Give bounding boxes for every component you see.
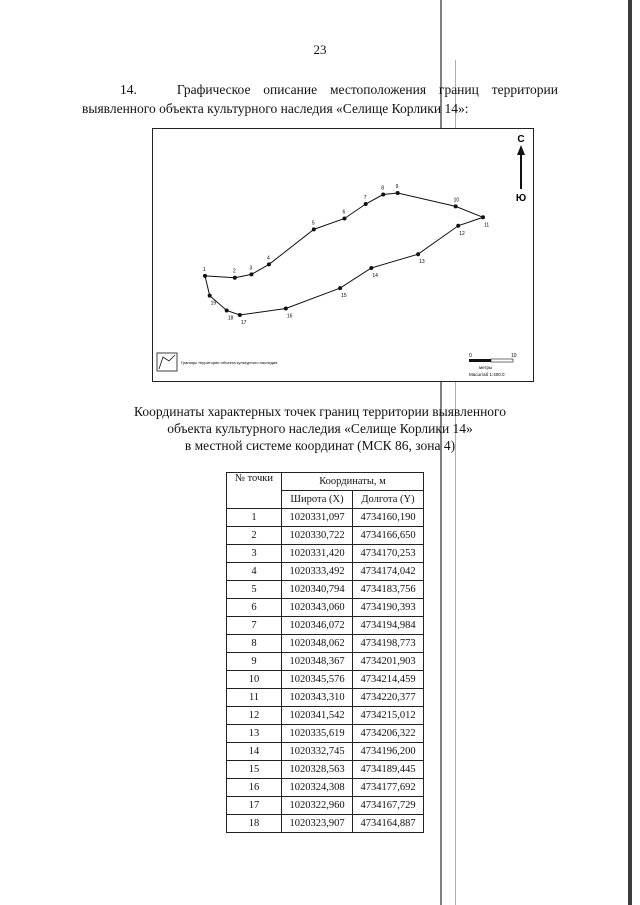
boundary-point-marker	[233, 276, 237, 280]
boundary-point-marker	[396, 191, 400, 195]
coordinates-title-line: в местной системе координат (МСК 86, зона 4)	[184, 438, 456, 453]
cell-longitude: 4734164,887	[353, 815, 424, 833]
coordinates-table	[226, 472, 424, 833]
cell-point-number: 3	[227, 545, 282, 563]
cell-point-number: 10	[227, 671, 282, 689]
section-number: 14.	[120, 82, 137, 97]
cell-point-number: 5	[227, 581, 282, 599]
cell-point-number: 2	[227, 527, 282, 545]
cell-latitude: 1020332,745	[282, 743, 353, 761]
cell-latitude: 1020343,060	[282, 599, 353, 617]
section-heading-text: Графическое описание местоположения границ территории выявленного объекта культурного наследия «Селище Корлики 14»:	[82, 82, 559, 116]
table-row	[227, 815, 424, 833]
boundary-point-label: 15	[341, 293, 347, 300]
cell-longitude: 4734198,773	[353, 635, 424, 653]
cell-latitude: 1020324,308	[282, 779, 353, 797]
boundary-points	[203, 184, 489, 326]
boundary-point-marker	[454, 204, 458, 208]
cell-latitude: 1020343,310	[282, 689, 353, 707]
table-row	[227, 617, 424, 635]
cell-latitude: 1020333,492	[282, 563, 353, 581]
table-row	[227, 509, 424, 527]
boundary-point-label: 18	[227, 315, 234, 322]
cell-longitude: 4734214,459	[353, 671, 424, 689]
boundary-point-label: 19	[210, 300, 217, 307]
scale-max-label: 10	[511, 353, 517, 359]
table-row	[227, 545, 424, 563]
north-arrow-icon	[516, 134, 526, 204]
cell-point-number: 16	[227, 779, 282, 797]
coordinates-title-line: Координаты характерных точек границ территории выявленного	[133, 404, 506, 419]
scale-ratio-label: Масштаб 1:400.0	[469, 372, 505, 377]
boundary-point-label: 11	[484, 222, 490, 229]
cell-point-number: 1	[227, 509, 282, 527]
map-legend	[157, 353, 277, 371]
cell-point-number: 12	[227, 707, 282, 725]
coordinates-title-line: объекта культурного наследия «Селище Корлики 14»	[167, 421, 473, 436]
cell-latitude: 1020331,420	[282, 545, 353, 563]
table-row	[227, 671, 424, 689]
cell-point-number: 14	[227, 743, 282, 761]
boundary-point-marker	[456, 224, 460, 228]
table-row	[227, 725, 424, 743]
table-row	[227, 707, 424, 725]
cell-longitude: 4734167,729	[353, 797, 424, 815]
cell-latitude: 1020323,907	[282, 815, 353, 833]
table-row	[227, 743, 424, 761]
cell-point-number: 4	[227, 563, 282, 581]
cell-latitude: 1020328,563	[282, 761, 353, 779]
cell-latitude: 1020346,072	[282, 617, 353, 635]
boundary-point-marker	[284, 307, 288, 311]
cell-point-number: 7	[227, 617, 282, 635]
header-point-number: № точки	[227, 473, 282, 509]
cell-point-number: 11	[227, 689, 282, 707]
boundary-point-label: 6	[342, 209, 346, 216]
table-row	[227, 581, 424, 599]
boundary-point-label: 12	[459, 230, 465, 237]
legend-boundary-icon	[159, 355, 175, 369]
header-coordinates: Координаты, м	[282, 473, 424, 491]
boundary-point-marker	[208, 294, 212, 298]
cell-longitude: 4734206,322	[353, 725, 424, 743]
table-row	[227, 779, 424, 797]
cell-longitude: 4734183,756	[353, 581, 424, 599]
cell-latitude: 1020345,576	[282, 671, 353, 689]
cell-latitude: 1020340,794	[282, 581, 353, 599]
cell-latitude: 1020341,542	[282, 707, 353, 725]
coordinates-table-body	[227, 509, 424, 833]
boundary-point-marker	[225, 308, 229, 312]
boundary-point-marker	[312, 227, 316, 231]
boundary-point-marker	[481, 215, 485, 219]
boundary-point-marker	[338, 286, 342, 290]
scale-unit-label: метры	[479, 365, 493, 370]
section-heading	[82, 80, 558, 118]
boundary-point-label: 10	[453, 197, 460, 204]
cell-longitude: 4734174,042	[353, 563, 424, 581]
cell-longitude: 4734166,650	[353, 527, 424, 545]
boundary-point-marker	[364, 202, 368, 206]
cell-point-number: 8	[227, 635, 282, 653]
cell-latitude: 1020335,619	[282, 725, 353, 743]
boundary-point-marker	[249, 272, 253, 276]
boundary-point-label: 8	[381, 185, 384, 192]
cell-latitude: 1020348,367	[282, 653, 353, 671]
coordinates-title	[0, 403, 640, 454]
boundary-point-label: 1	[203, 266, 206, 273]
cell-longitude: 4734220,377	[353, 689, 424, 707]
cell-longitude: 4734160,190	[353, 509, 424, 527]
table-row	[227, 761, 424, 779]
scale-bar	[469, 353, 517, 377]
boundary-point-label: 2	[232, 268, 236, 275]
table-row	[227, 635, 424, 653]
table-row	[227, 599, 424, 617]
table-row	[227, 527, 424, 545]
cell-longitude: 4734196,200	[353, 743, 424, 761]
boundary-point-marker	[369, 266, 373, 270]
cell-point-number: 13	[227, 725, 282, 743]
boundary-point-label: 16	[286, 313, 293, 320]
table-row	[227, 563, 424, 581]
cell-point-number: 15	[227, 761, 282, 779]
cell-latitude: 1020348,062	[282, 635, 353, 653]
cell-point-number: 17	[227, 797, 282, 815]
boundary-point-label: 13	[419, 259, 425, 266]
boundary-point-label: 4	[266, 255, 270, 262]
boundary-map	[152, 128, 534, 382]
boundary-point-label: 9	[395, 184, 399, 190]
cell-point-number: 6	[227, 599, 282, 617]
cell-latitude: 1020331,097	[282, 509, 353, 527]
boundary-point-marker	[203, 274, 207, 278]
cell-longitude: 4734190,393	[353, 599, 424, 617]
cell-longitude: 4734189,445	[353, 761, 424, 779]
table-row	[227, 797, 424, 815]
boundary-map-canvas	[153, 129, 533, 381]
cell-point-number: 9	[227, 653, 282, 671]
cell-longitude: 4734194,984	[353, 617, 424, 635]
boundary-point-label: 14	[372, 273, 378, 280]
boundary-point-marker	[343, 216, 347, 220]
boundary-point-marker	[416, 252, 420, 256]
boundary-point-label: 7	[363, 195, 367, 202]
header-latitude: Широта (X)	[282, 491, 353, 509]
cell-longitude: 4734201,903	[353, 653, 424, 671]
table-row	[227, 653, 424, 671]
boundary-point-label: 3	[249, 265, 253, 272]
boundary-point-marker	[238, 313, 242, 317]
page-number: 23	[313, 42, 327, 57]
boundary-point-label: 5	[311, 220, 315, 227]
cell-latitude: 1020330,722	[282, 527, 353, 545]
boundary-point-label: 17	[240, 320, 247, 326]
boundary-point-marker	[267, 262, 271, 266]
cell-longitude: 4734170,253	[353, 545, 424, 563]
header-longitude: Долгота (Y)	[353, 491, 424, 509]
cell-point-number: 18	[227, 815, 282, 833]
cell-latitude: 1020322,960	[282, 797, 353, 815]
compass-north-label: С	[517, 134, 525, 145]
cell-longitude: 4734177,692	[353, 779, 424, 797]
boundary-point-marker	[381, 192, 385, 196]
scale-zero-label: 0	[469, 353, 472, 359]
table-row	[227, 689, 424, 707]
compass-south-label: Ю	[515, 193, 527, 204]
legend-text: Границы территории объекта культурного наследия	[181, 360, 278, 365]
cell-longitude: 4734215,012	[353, 707, 424, 725]
